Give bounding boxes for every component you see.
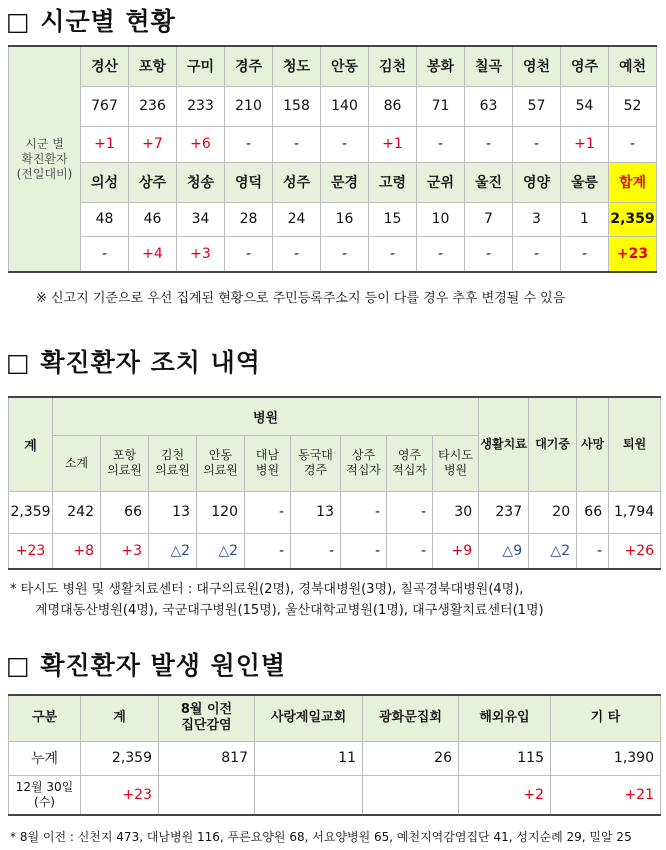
measures-changes-row (9, 533, 661, 569)
region-cell: 158 (273, 86, 321, 126)
cause-header-row (9, 695, 661, 741)
cause-header: 광화문집회 (363, 695, 459, 741)
cause-table (8, 694, 661, 816)
region-cell: 34 (177, 202, 225, 236)
measures-change-cell: △9 (479, 533, 529, 569)
region-cell: 영주 (561, 46, 609, 86)
region-cell: 김천 (369, 46, 417, 86)
measures-totals-row (9, 491, 661, 533)
measures-change-cell: +8 (53, 533, 101, 569)
hospital-subheader: 안동 의료원 (197, 435, 245, 491)
region-cell: 236 (129, 86, 177, 126)
cause-cumulative-cell: 817 (159, 741, 255, 775)
region-cell: 86 (369, 86, 417, 126)
measures-total-cell: 120 (197, 491, 245, 533)
region-cell: 2,359 (609, 202, 657, 236)
region-row (9, 162, 657, 202)
cause-daily-cell (363, 775, 459, 815)
measures-total-cell: - (245, 491, 291, 533)
cause-header: 계 (81, 695, 159, 741)
measures-total-cell: 242 (53, 491, 101, 533)
region-note: ※ 신고지 기준으로 우선 집계된 현황으로 주민등록주소지 등이 다를 경우 추후 변경될 수 있음 (36, 291, 566, 306)
region-cell: 24 (273, 202, 321, 236)
cause-cumulative-cell: 11 (255, 741, 363, 775)
region-cell: 3 (513, 202, 561, 236)
region-cell: 140 (321, 86, 369, 126)
region-table (8, 45, 657, 273)
cause-note: * 8월 이전 : 신천지 473, 대남병원 116, 푸른요양원 68, 서요양병원 65, 예천지역감염집단 41, 성지순례 29, 밀알 25 (10, 830, 632, 844)
region-cell: 57 (513, 86, 561, 126)
hospital-subheader: 동국대 경주 (291, 435, 341, 491)
region-cell: - (273, 126, 321, 162)
region-cell: 합계 (609, 162, 657, 202)
cause-daily-row (9, 775, 661, 815)
region-cell: 상주 (129, 162, 177, 202)
cause-cumulative-cell: 누계 (9, 741, 81, 775)
region-cell: 10 (417, 202, 465, 236)
region-cell: - (417, 236, 465, 272)
region-cell: - (513, 126, 561, 162)
region-cell: 71 (417, 86, 465, 126)
hospital-subheader: 영주 적십자 (387, 435, 433, 491)
hospital-subheader: 상주 적십자 (341, 435, 387, 491)
region-row (9, 46, 657, 86)
region-cell: - (417, 126, 465, 162)
measures-total-cell: 66 (577, 491, 609, 533)
cause-daily-cell (159, 775, 255, 815)
region-cell: 안동 (321, 46, 369, 86)
region-cell: - (465, 236, 513, 272)
region-cell: +1 (81, 126, 129, 162)
cause-header: 구분 (9, 695, 81, 741)
region-cell: 28 (225, 202, 273, 236)
cause-cumulative-row (9, 741, 661, 775)
cause-header: 해외유입 (459, 695, 551, 741)
cause-header: 8월 이전 집단감염 (159, 695, 255, 741)
region-cell: 울진 (465, 162, 513, 202)
measures-table (8, 396, 661, 570)
region-cell: 7 (465, 202, 513, 236)
region-cell: 48 (81, 202, 129, 236)
cause-daily-cell: +21 (551, 775, 661, 815)
region-cell: 1 (561, 202, 609, 236)
measures-total-cell: 13 (291, 491, 341, 533)
region-cell: - (321, 236, 369, 272)
region-cell: 46 (129, 202, 177, 236)
region-cell: 청송 (177, 162, 225, 202)
region-cell: - (369, 236, 417, 272)
region-cell: 54 (561, 86, 609, 126)
region-cell: 경주 (225, 46, 273, 86)
cause-cumulative-cell: 115 (459, 741, 551, 775)
region-cell: - (225, 126, 273, 162)
region-cell: +1 (369, 126, 417, 162)
measures-note-2: 계명대동산병원(4명), 국군대구병원(15명), 울산대학교병원(1명), 대구생활치료센터(1명) (35, 603, 544, 618)
measures-total-cell: - (387, 491, 433, 533)
region-cell: 군위 (417, 162, 465, 202)
cause-daily-cell: +2 (459, 775, 551, 815)
region-cell: - (321, 126, 369, 162)
measures-total-cell: 237 (479, 491, 529, 533)
region-cell: 52 (609, 86, 657, 126)
region-side-label: 시군 별 확진환자 (전일대비) (9, 46, 81, 272)
header-hospital: 병원 (53, 397, 479, 435)
region-cell: +23 (609, 236, 657, 272)
region-cell: 봉화 (417, 46, 465, 86)
cause-cumulative-cell: 2,359 (81, 741, 159, 775)
region-cell: - (561, 236, 609, 272)
region-row (9, 86, 657, 126)
cause-cumulative-cell: 26 (363, 741, 459, 775)
region-cell: 성주 (273, 162, 321, 202)
region-cell: 포항 (129, 46, 177, 86)
region-cell: 칠곡 (465, 46, 513, 86)
region-cell: - (513, 236, 561, 272)
region-row (9, 126, 657, 162)
measures-change-cell: - (577, 533, 609, 569)
region-cell: 63 (465, 86, 513, 126)
cause-header: 기 타 (551, 695, 661, 741)
measures-note-1: * 타시도 병원 및 생활치료센터 : 대구의료원(2명), 경북대병원(3명), 칠곡경북대병원(4명), (10, 582, 524, 597)
header-living: 생활치료 (479, 397, 529, 491)
region-cell: +7 (129, 126, 177, 162)
region-row (9, 236, 657, 272)
cause-daily-cell (255, 775, 363, 815)
region-cell: 예천 (609, 46, 657, 86)
measures-change-cell: +3 (101, 533, 149, 569)
region-cell: 청도 (273, 46, 321, 86)
section-title-by-region: □ 시군별 현황 (6, 7, 176, 36)
region-cell: 15 (369, 202, 417, 236)
measures-total-cell: 30 (433, 491, 479, 533)
hospital-subheader: 대남 병원 (245, 435, 291, 491)
region-cell: - (465, 126, 513, 162)
measures-change-cell: - (291, 533, 341, 569)
region-row (9, 202, 657, 236)
measures-total-cell: 66 (101, 491, 149, 533)
header-waiting: 대기중 (529, 397, 577, 491)
header-total: 계 (9, 397, 53, 491)
region-cell: 의성 (81, 162, 129, 202)
region-cell: +3 (177, 236, 225, 272)
hospital-subheader: 소계 (53, 435, 101, 491)
cause-header: 사랑제일교회 (255, 695, 363, 741)
measures-total-cell: 20 (529, 491, 577, 533)
measures-header-row (9, 397, 661, 435)
region-cell: 16 (321, 202, 369, 236)
region-cell: 767 (81, 86, 129, 126)
cause-cumulative-cell: 1,390 (551, 741, 661, 775)
region-cell: 경산 (81, 46, 129, 86)
measures-total-cell: 13 (149, 491, 197, 533)
region-cell: +4 (129, 236, 177, 272)
measures-change-cell: - (341, 533, 387, 569)
hospital-subheader: 포항 의료원 (101, 435, 149, 491)
measures-change-cell: - (245, 533, 291, 569)
region-cell: 울릉 (561, 162, 609, 202)
region-cell: 구미 (177, 46, 225, 86)
region-cell: 영천 (513, 46, 561, 86)
hospital-subheader: 타시도 병원 (433, 435, 479, 491)
measures-change-cell: - (387, 533, 433, 569)
region-cell: - (81, 236, 129, 272)
hospital-subheader: 김천 의료원 (149, 435, 197, 491)
region-cell: 영양 (513, 162, 561, 202)
region-cell: +6 (177, 126, 225, 162)
measures-total-cell: - (341, 491, 387, 533)
measures-change-cell: △2 (529, 533, 577, 569)
region-cell: 문경 (321, 162, 369, 202)
region-cell: 233 (177, 86, 225, 126)
region-cell: 영덕 (225, 162, 273, 202)
region-cell: +1 (561, 126, 609, 162)
measures-total-cell: 1,794 (609, 491, 661, 533)
measures-change-cell: +23 (9, 533, 53, 569)
region-cell: - (609, 126, 657, 162)
measures-total-cell: 2,359 (9, 491, 53, 533)
section-title-measures: □ 확진환자 조치 내역 (6, 348, 261, 377)
region-cell: - (273, 236, 321, 272)
measures-change-cell: △2 (197, 533, 245, 569)
measures-change-cell: +9 (433, 533, 479, 569)
cause-daily-label: 12월 30일 (수) (9, 775, 81, 815)
measures-change-cell: △2 (149, 533, 197, 569)
header-discharge: 퇴원 (609, 397, 661, 491)
section-title-cause: □ 확진환자 발생 원인별 (6, 651, 287, 680)
cause-daily-cell: +23 (81, 775, 159, 815)
region-cell: 210 (225, 86, 273, 126)
region-cell: - (225, 236, 273, 272)
region-cell: 고령 (369, 162, 417, 202)
measures-change-cell: +26 (609, 533, 661, 569)
header-death: 사망 (577, 397, 609, 491)
